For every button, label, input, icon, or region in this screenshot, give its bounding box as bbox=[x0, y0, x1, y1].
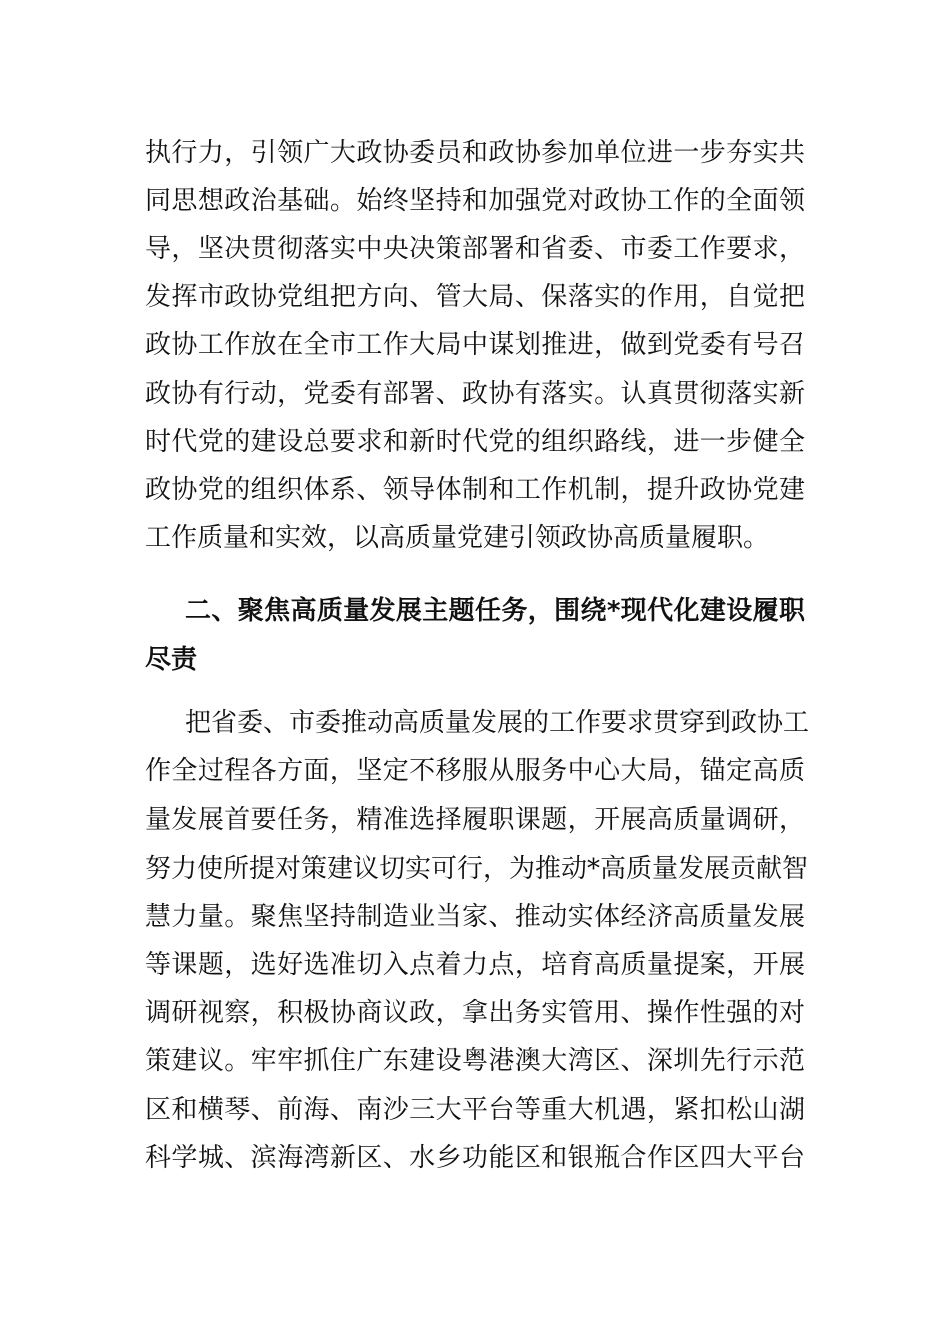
paragraph-line: 科学城、滨海湾新区、水乡功能区和银瓶合作区四大平台 bbox=[145, 1143, 805, 1173]
paragraph-line: 执行力，引领广大政协委员和政协参加单位进一步夯实共 bbox=[145, 138, 805, 168]
paragraph-line: 策建议。牢牢抓住广东建设粤港澳大湾区、深圳先行示范 bbox=[145, 1046, 805, 1076]
paragraph-line: 政协党的组织体系、领导体制和工作机制，提升政协党建 bbox=[145, 475, 805, 505]
paragraph-line: 调研视察，积极协商议政，拿出务实管用、操作性强的对 bbox=[145, 998, 805, 1028]
section-heading: 尽责 bbox=[145, 645, 198, 675]
paragraph-line: 作全过程各方面，坚定不移服从服务中心大局，锚定高质 bbox=[145, 756, 805, 786]
paragraph-line: 努力使所提对策建议切实可行，为推动*高质量发展贡献智 bbox=[145, 854, 809, 884]
paragraph-line: 等课题，选好选准切入点着力点，培育高质量提案，开展 bbox=[145, 950, 805, 980]
paragraph-line: 导，坚决贯彻落实中央决策部署和省委、市委工作要求， bbox=[145, 234, 805, 264]
paragraph-line: 时代党的建设总要求和新时代党的组织路线，进一步健全 bbox=[145, 427, 805, 457]
paragraph-line: 发挥市政协党组把方向、管大局、保落实的作用，自觉把 bbox=[145, 282, 805, 312]
paragraph-line: 慧力量。聚焦坚持制造业当家、推动实体经济高质量发展 bbox=[145, 902, 805, 932]
paragraph-line: 量发展首要任务，精准选择履职课题，开展高质量调研， bbox=[145, 805, 805, 835]
paragraph-line: 政协工作放在全市工作大局中谋划推进，做到党委有号召 bbox=[145, 330, 805, 360]
paragraph-line: 区和横琴、前海、南沙三大平台等重大机遇，紧扣松山湖 bbox=[145, 1095, 805, 1125]
section-heading: 二、聚焦高质量发展主题任务，围绕*现代化建设履职 bbox=[185, 596, 805, 626]
paragraph-line: 工作质量和实效，以高质量党建引领政协高质量履职。 bbox=[145, 523, 770, 553]
paragraph-line: 同思想政治基础。始终坚持和加强党对政协工作的全面领 bbox=[145, 186, 805, 216]
paragraph-line: 把省委、市委推动高质量发展的工作要求贯穿到政协工 bbox=[185, 708, 810, 738]
paragraph-line: 政协有行动，党委有部署、政协有落实。认真贯彻落实新 bbox=[145, 379, 805, 409]
